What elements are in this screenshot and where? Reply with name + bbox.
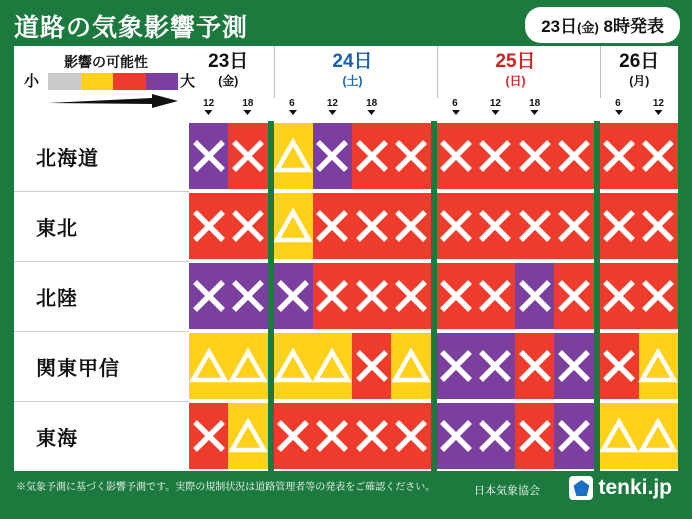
tick-row-2	[437, 98, 594, 121]
triangle-mark-icon	[391, 346, 431, 386]
triangle-mark-icon	[273, 206, 313, 246]
forecast-cell	[189, 263, 228, 329]
issue-date: 23日	[541, 17, 578, 36]
legend-swatch-0	[48, 73, 81, 90]
x-mark-icon	[391, 416, 431, 456]
day-separator	[268, 121, 274, 471]
forecast-cell	[274, 333, 313, 399]
forecast-cell	[639, 123, 678, 189]
x-mark-icon	[391, 276, 431, 316]
forecast-cell	[515, 193, 554, 259]
x-mark-icon	[554, 416, 594, 456]
x-mark-icon	[189, 206, 229, 246]
x-mark-icon	[599, 346, 639, 386]
forecast-cell	[189, 333, 228, 399]
x-mark-icon	[273, 276, 313, 316]
forecast-cells	[189, 121, 678, 471]
forecast-cell	[554, 333, 593, 399]
time-tick: 12	[653, 98, 664, 115]
x-mark-icon	[554, 346, 594, 386]
x-mark-icon	[352, 206, 392, 246]
tick-row-3	[600, 98, 679, 121]
legend-swatch-1	[81, 73, 114, 90]
forecast-cell	[352, 403, 391, 469]
forecast-cell	[313, 333, 352, 399]
forecast-cell	[274, 403, 313, 469]
footnote: ※気象予測に基づく影響予測です。実際の規制状況は道路管理者等の発表をご確認ください。	[16, 482, 436, 493]
x-mark-icon	[228, 276, 268, 316]
forecast-cell	[476, 263, 515, 329]
x-mark-icon	[189, 136, 229, 176]
forecast-cell	[639, 263, 678, 329]
forecast-cell	[600, 263, 639, 329]
x-mark-icon	[436, 206, 476, 246]
forecast-cell	[476, 403, 515, 469]
x-mark-icon	[475, 276, 515, 316]
time-tick: 12	[490, 98, 501, 115]
triangle-mark-icon	[228, 416, 268, 456]
x-mark-icon	[189, 276, 229, 316]
x-mark-icon	[312, 206, 352, 246]
region-name: 関東甲信	[36, 358, 120, 380]
triangle-mark-icon	[312, 346, 352, 386]
time-tick: 6	[289, 98, 297, 115]
forecast-cell	[274, 193, 313, 259]
forecast-cell	[391, 193, 430, 259]
forecast-cell	[515, 123, 554, 189]
day-header-3	[600, 46, 679, 98]
x-mark-icon	[638, 206, 678, 246]
x-mark-icon	[515, 206, 555, 246]
x-mark-icon	[638, 136, 678, 176]
legend-arrow-icon	[48, 94, 178, 108]
brand-name: tenki.jp	[598, 476, 672, 499]
weekday-label: (日)	[505, 74, 526, 88]
forecast-cell	[313, 193, 352, 259]
x-mark-icon	[352, 136, 392, 176]
forecast-cell	[600, 193, 639, 259]
legend-swatch-2	[113, 73, 146, 90]
forecast-cell	[600, 403, 639, 469]
forecast-cell	[639, 403, 678, 469]
day-header-2	[437, 46, 594, 98]
time-tick: 6	[615, 98, 623, 115]
x-mark-icon	[554, 276, 594, 316]
legend-large-label: 大	[180, 73, 196, 90]
forecast-cell	[554, 123, 593, 189]
forecast-cell	[189, 123, 228, 189]
x-mark-icon	[352, 416, 392, 456]
forecast-cell	[352, 193, 391, 259]
x-mark-icon	[475, 136, 515, 176]
x-mark-icon	[599, 136, 639, 176]
x-mark-icon	[554, 136, 594, 176]
page-title: 道路の気象影響予測	[14, 14, 249, 42]
forecast-cell	[228, 123, 267, 189]
x-mark-icon	[312, 416, 352, 456]
forecast-cell	[228, 333, 267, 399]
organization-label: 日本気象協会	[474, 485, 540, 497]
day-separator	[594, 121, 600, 471]
weekday-label: (金)	[218, 74, 239, 88]
triangle-mark-icon	[638, 346, 678, 386]
forecast-cell	[189, 403, 228, 469]
x-mark-icon	[189, 416, 229, 456]
forecast-cell	[639, 193, 678, 259]
forecast-cell	[274, 123, 313, 189]
forecast-cell	[600, 123, 639, 189]
day-label: 23日	[208, 51, 249, 72]
x-mark-icon	[228, 206, 268, 246]
forecast-cell	[554, 403, 593, 469]
forecast-cell	[554, 263, 593, 329]
forecast-cell	[515, 403, 554, 469]
x-mark-icon	[352, 276, 392, 316]
x-mark-icon	[228, 136, 268, 176]
forecast-cell	[228, 263, 267, 329]
triangle-mark-icon	[273, 136, 313, 176]
legend	[14, 46, 196, 121]
triangle-mark-icon	[273, 346, 313, 386]
x-mark-icon	[436, 136, 476, 176]
forecast-cell	[437, 123, 476, 189]
tenki-mark-icon	[569, 476, 593, 500]
forecast-cell	[352, 333, 391, 399]
x-mark-icon	[273, 416, 313, 456]
region-label-row	[14, 331, 189, 401]
x-mark-icon	[391, 136, 431, 176]
forecast-cell	[313, 263, 352, 329]
time-tick: 18	[366, 98, 377, 115]
time-tick: 12	[203, 98, 214, 115]
x-mark-icon	[312, 136, 352, 176]
weekday-label: (月)	[629, 74, 650, 88]
triangle-mark-icon	[228, 346, 268, 386]
footer	[14, 476, 678, 512]
x-mark-icon	[352, 346, 392, 386]
tick-row-1	[274, 98, 431, 121]
forecast-cell	[313, 403, 352, 469]
x-mark-icon	[475, 346, 515, 386]
forecast-cell	[228, 403, 267, 469]
time-tick: 18	[242, 98, 253, 115]
forecast-cell	[391, 123, 430, 189]
issue-hour: 8時発表	[598, 17, 664, 36]
forecast-cell	[352, 263, 391, 329]
x-mark-icon	[554, 206, 594, 246]
forecast-grid	[14, 121, 678, 471]
forecast-cell	[437, 263, 476, 329]
region-labels	[14, 121, 189, 471]
forecast-cell	[391, 333, 430, 399]
time-tick: 6	[452, 98, 460, 115]
forecast-cell	[352, 123, 391, 189]
header	[0, 0, 692, 46]
x-mark-icon	[515, 416, 555, 456]
x-mark-icon	[391, 206, 431, 246]
forecast-cell	[515, 263, 554, 329]
region-label-row	[14, 121, 189, 191]
forecast-cell	[639, 333, 678, 399]
x-mark-icon	[515, 346, 555, 386]
forecast-cell	[476, 333, 515, 399]
x-mark-icon	[599, 276, 639, 316]
x-mark-icon	[475, 206, 515, 246]
region-label-row	[14, 261, 189, 331]
legend-color-bar	[48, 73, 178, 90]
forecast-cell	[554, 193, 593, 259]
forecast-cell	[600, 333, 639, 399]
brand-logo[interactable]	[569, 476, 672, 500]
x-mark-icon	[599, 206, 639, 246]
time-tick: 12	[327, 98, 338, 115]
day-label: 24日	[332, 51, 373, 72]
x-mark-icon	[436, 416, 476, 456]
forecast-cell	[476, 123, 515, 189]
region-label-row	[14, 191, 189, 261]
tick-row-0	[189, 98, 268, 121]
forecast-cell	[437, 193, 476, 259]
legend-swatch-3	[146, 73, 179, 90]
region-name: 東海	[36, 428, 78, 450]
x-mark-icon	[436, 276, 476, 316]
x-mark-icon	[638, 276, 678, 316]
forecast-cell	[437, 403, 476, 469]
forecast-cell	[274, 263, 313, 329]
day-header-1	[274, 46, 431, 98]
day-header-0	[189, 46, 268, 98]
legend-small-label: 小	[24, 73, 40, 90]
forecast-cell	[391, 403, 430, 469]
forecast-cell	[437, 333, 476, 399]
x-mark-icon	[312, 276, 352, 316]
issue-weekday: (金)	[577, 20, 599, 35]
day-headers	[189, 46, 678, 121]
triangle-mark-icon	[189, 346, 229, 386]
forecast-cell	[515, 333, 554, 399]
forecast-board	[14, 46, 678, 471]
forecast-cell	[476, 193, 515, 259]
weekday-label: (土)	[342, 74, 363, 88]
region-name: 北海道	[36, 147, 99, 170]
time-tick: 18	[529, 98, 540, 115]
day-label: 25日	[495, 51, 536, 72]
triangle-mark-icon	[599, 416, 639, 456]
region-label-row	[14, 401, 189, 471]
forecast-cell	[228, 193, 267, 259]
legend-title: 影響の可能性	[64, 54, 148, 70]
x-mark-icon	[436, 346, 476, 386]
x-mark-icon	[475, 416, 515, 456]
region-name: 北陸	[36, 288, 78, 310]
region-name: 東北	[36, 218, 78, 240]
forecast-cell	[313, 123, 352, 189]
x-mark-icon	[515, 136, 555, 176]
forecast-cell	[391, 263, 430, 329]
issue-time-badge	[525, 7, 680, 43]
forecast-cell	[189, 193, 228, 259]
day-separator	[431, 121, 437, 471]
day-label: 26日	[619, 51, 660, 72]
triangle-mark-icon	[638, 416, 678, 456]
x-mark-icon	[515, 276, 555, 316]
